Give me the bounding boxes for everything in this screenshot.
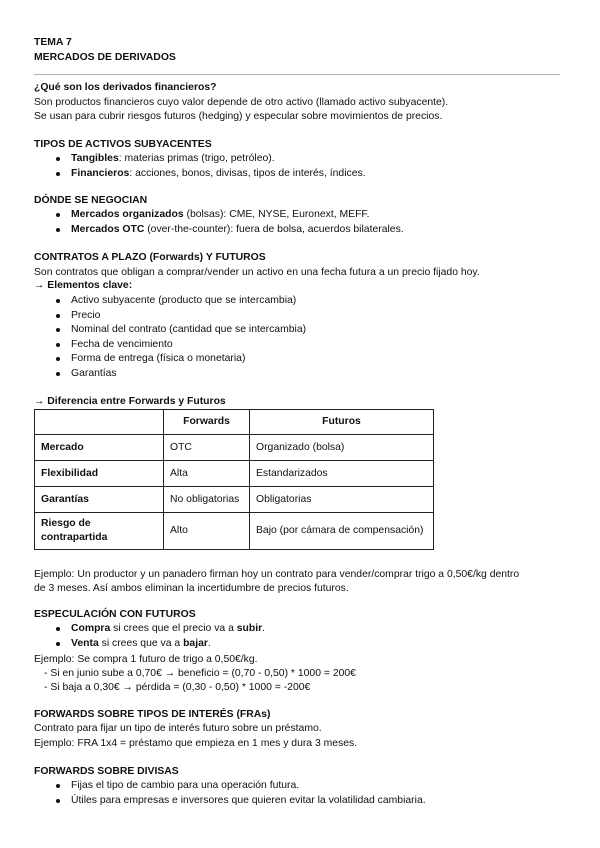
contratos-example-line-1: Ejemplo: Un productor y un panadero firman hoy un contrato para vender/comprar trigo a 0,50€/kg dentro: [34, 569, 520, 580]
table-cell: Estandarizados: [250, 461, 434, 487]
list-item: Fecha de vencimiento: [34, 338, 306, 353]
section-heading-contratos: CONTRATOS A PLAZO (Forwards) Y FUTUROS: [34, 252, 266, 263]
contratos-description: Son contratos que obligan a comprar/vender un activo en una fecha futura a un precio fijado hoy.: [34, 267, 480, 278]
table-row: [35, 435, 434, 461]
table-cell: Riesgo de contrapartida: [35, 513, 164, 550]
table-cell: Garantías: [35, 487, 164, 513]
table-cell: Mercado: [35, 435, 164, 461]
section-heading-negocian: DÓNDE SE NEGOCIAN: [34, 195, 148, 206]
table-cell: Obligatorias: [250, 487, 434, 513]
section-heading-subyacentes: TIPOS DE ACTIVOS SUBYACENTES: [34, 139, 212, 150]
section-heading-fras: FORWARDS SOBRE TIPOS DE INTERÉS (FRAs): [34, 709, 271, 720]
table-cell: OTC: [164, 435, 250, 461]
table-cell: Flexibilidad: [35, 461, 164, 487]
list-item: Útiles para empresas e inversores que quieren evitar la volatilidad cambiaria.: [34, 794, 426, 809]
table-cell: No obligatorias: [164, 487, 250, 513]
especulacion-example: Ejemplo: Se compra 1 futuro de trigo a 0,50€/kg.: [34, 654, 258, 665]
list-item: Fijas el tipo de cambio para una operación futura.: [34, 779, 426, 794]
list-item: Precio: [34, 309, 306, 324]
comparison-table: [34, 409, 434, 550]
intro-question: ¿Qué son los derivados financieros?: [34, 82, 217, 93]
negocian-list: [34, 208, 404, 237]
subyacentes-list: [34, 152, 366, 181]
section-heading-especulacion: ESPECULACIÓN CON FUTUROS: [34, 609, 196, 620]
list-item: Garantías: [34, 367, 306, 382]
table-row: [35, 461, 434, 487]
section-heading-divisas: FORWARDS SOBRE DIVISAS: [34, 766, 179, 777]
especulacion-list: [34, 622, 265, 651]
especulacion-case-2: - Si baja a 0,30€ → pérdida = (0,30 - 0,50) * 1000 = -200€: [44, 682, 311, 693]
divisas-list: [34, 779, 426, 808]
intro-line-2: Se usan para cubrir riesgos futuros (hedging) y especular sobre movimientos de precios.: [34, 111, 443, 122]
title-divider: [34, 74, 560, 75]
table-cell: Bajo (por cámara de compensación): [250, 513, 434, 550]
table-header-cell: Forwards: [164, 410, 250, 435]
tema-label: TEMA 7: [34, 37, 72, 48]
table-header-cell: [35, 410, 164, 435]
especulacion-case-1: - Si en junio sube a 0,70€ → beneficio = (0,70 - 0,50) * 1000 = 200€: [44, 668, 356, 679]
table-cell: Organizado (bolsa): [250, 435, 434, 461]
elementos-label: → Elementos clave:: [34, 280, 133, 291]
list-item: Compra si crees que el precio va a subir.: [34, 622, 265, 637]
list-item: Mercados organizados (bolsas): CME, NYSE, Euronext, MEFF.: [34, 208, 404, 223]
table-row: [35, 487, 434, 513]
table-cell: Alto: [164, 513, 250, 550]
list-item: Nominal del contrato (cantidad que se intercambia): [34, 323, 306, 338]
fras-line-1: Contrato para fijar un tipo de interés futuro sobre un préstamo.: [34, 723, 322, 734]
elementos-list: [34, 294, 306, 381]
diferencia-label: → Diferencia entre Forwards y Futuros: [34, 396, 226, 407]
list-item: Mercados OTC (over-the-counter): fuera de bolsa, acuerdos bilaterales.: [34, 223, 404, 238]
table-header-cell: Futuros: [250, 410, 434, 435]
table-cell: Alta: [164, 461, 250, 487]
contratos-example-line-2: de 3 meses. Así ambos eliminan la incertidumbre de precios futuros.: [34, 583, 349, 594]
intro-line-1: Son productos financieros cuyo valor depende de otro activo (llamado activo subyacente).: [34, 97, 449, 108]
table-header-row: [35, 410, 434, 435]
document-title: MERCADOS DE DERIVADOS: [34, 52, 176, 63]
list-item: Activo subyacente (producto que se intercambia): [34, 294, 306, 309]
table-row: [35, 513, 434, 550]
list-item: Forma de entrega (física o monetaria): [34, 352, 306, 367]
fras-line-2: Ejemplo: FRA 1x4 = préstamo que empieza en 1 mes y dura 3 meses.: [34, 738, 358, 749]
list-item: Venta si crees que va a bajar.: [34, 637, 265, 652]
list-item: Financieros: acciones, bonos, divisas, tipos de interés, índices.: [34, 167, 366, 182]
list-item: Tangibles: materias primas (trigo, petróleo).: [34, 152, 366, 167]
